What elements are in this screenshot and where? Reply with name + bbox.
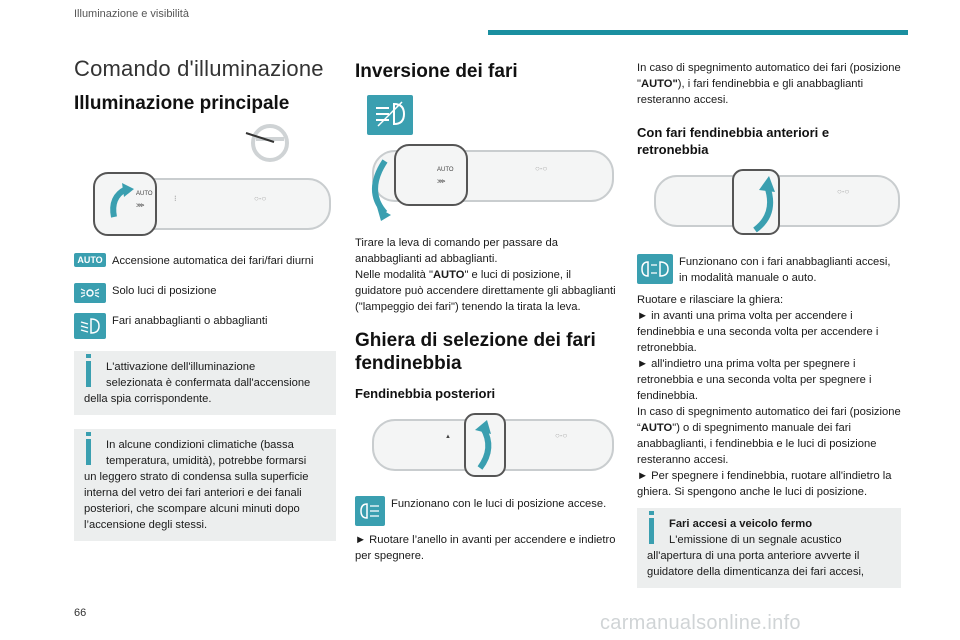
bullet: ► Ruotare l’anello in avanti per accendere e indietro per spegnere. (355, 534, 616, 562)
header-accent-bar (488, 30, 908, 35)
note-text-line: all'apertura di una porta anteriore avverte il guidatore della dimenticanza dei fari accesi, (647, 550, 865, 578)
svg-text:AUTO: AUTO (136, 191, 153, 197)
note-text-line: L'attivazione dell'illuminazione (106, 361, 256, 373)
info-note (74, 351, 336, 415)
note-text-line: temperatura, umidità), potrebbe formarsi (106, 455, 307, 467)
paragraph-auto-off-2 (637, 404, 901, 468)
svg-text:AUTO: AUTO (437, 167, 454, 173)
note-text-line: In alcune condizioni climatiche (bassa (106, 439, 294, 451)
item-text: Accensione automatica dei fari/fari diurni (112, 255, 314, 267)
section-title-main-lighting: Illuminazione principale (74, 93, 290, 114)
info-note (74, 429, 336, 541)
svg-text:○-○: ○-○ (555, 431, 568, 440)
bullet: ► Per spegnere i fendinebbia, ruotare all'indietro la ghiera. Si spengono anche le luci di posizione. (637, 470, 892, 498)
list-item (355, 496, 617, 526)
footer-watermark: carmanualsonline.info (600, 612, 801, 634)
note-text-line: selezionata è confermata dall'accensione (106, 377, 311, 389)
svg-text:○-○: ○-○ (837, 187, 850, 196)
svg-text:○-○: ○-○ (535, 164, 548, 173)
text-fragment: In caso di spegnimento automatico dei fari (posizione " (637, 62, 901, 90)
note-text-line: L'emissione di un segnale acustico (669, 534, 842, 546)
section-title-headlight-switch: Inversione dei fari (355, 61, 518, 82)
info-icon (86, 439, 91, 465)
rear-fog-stalk-figure (355, 408, 617, 486)
subsection-front-rear-fog: Con fari fendinebbia anteriori e retronebbia (637, 125, 830, 157)
front-rear-fog-icon (637, 254, 673, 284)
svg-text:⋙: ⋙ (136, 203, 145, 209)
position-lights-icon (74, 283, 106, 303)
note-text-line: della spia corrispondente. (84, 393, 212, 405)
svg-text:▲: ▲ (445, 434, 451, 440)
column-1 (74, 52, 336, 551)
text-fragment: " e luci di posizione, il guidatore può accendere direttamente gli abbaglianti ("lampeggio dei fari") tenendo la tirata la leva. (355, 269, 616, 313)
text-fragment: ), i fari fendinebbia e gli anabbaglianti resteranno accesi. (637, 78, 864, 106)
paragraph-auto (355, 267, 617, 315)
text-fragment: ") o di spegnimento manuale dei fari anabbaglianti, i fendinebbia e le luci di posizione resteranno accesi. (637, 422, 877, 466)
steering-wheel-icon (74, 123, 336, 163)
front-fog-stalk-illustration (637, 164, 901, 244)
bullet: ► all'indietro una prima volta per spegnere i retronebbia e una seconda volta per spegnere i fendinebbia. (637, 358, 872, 402)
text-fragment: In caso di spegnimento automatico dei fari (posizione “ (637, 406, 901, 434)
column-2 (355, 52, 617, 564)
item-text: Funzionano con i fari anabbaglianti accesi, in modalità manuale o auto. (679, 256, 891, 284)
note-text-line: un leggero strato di condensa sulla superficie interna del vetro dei fari anteriori e dei fanali posteriori, che scompare alcuni minuti dopo l’accensione degli stessi. (84, 471, 309, 531)
page-number: 66 (74, 607, 87, 619)
list-item (637, 254, 901, 286)
auto-icon: AUTO (74, 253, 106, 267)
list-item (74, 313, 336, 339)
item-text: Funzionano con le luci di posizione accese. (391, 498, 607, 510)
svg-text:○-○: ○-○ (254, 194, 267, 203)
lighting-stalk-illustration (74, 167, 336, 243)
info-icon (649, 518, 654, 544)
item-text: Solo luci di posizione (112, 285, 217, 297)
headlights-icon (74, 313, 106, 339)
column-3 (637, 52, 901, 598)
paragraph: Tirare la leva di comando per passare da anabbaglianti ad abbaglianti. (355, 237, 558, 265)
headlight-stalk-figure (355, 141, 617, 221)
section-title-fog-selector: Ghiera di selezione dei fari fendinebbia (355, 330, 596, 374)
high-beam-icon (367, 95, 413, 135)
section-header: Illuminazione e visibilità (74, 8, 189, 20)
note-title: Fari accesi a veicolo fermo (669, 518, 813, 530)
bullet: ► in avanti una prima volta per accendere i fendinebbia e una seconda volta per accendere i retronebbia. (637, 310, 879, 354)
headlight-stalk-illustration (355, 141, 617, 221)
instruction-line: Ruotare e rilasciare la ghiera: (637, 294, 784, 306)
front-fog-stalk-figure (637, 164, 901, 244)
lighting-stalk-figure (74, 167, 336, 243)
page-title: Comando d'illuminazione (74, 56, 324, 81)
item-text: Fari anabbaglianti o abbaglianti (112, 315, 268, 327)
text-fragment: Nelle modalità " (355, 269, 433, 281)
list-item (74, 283, 336, 303)
svg-text:⁝: ⁝ (174, 194, 177, 203)
svg-text:⋙: ⋙ (437, 179, 446, 185)
list-item (74, 253, 336, 269)
info-icon (86, 361, 91, 387)
text-bold: AUTO" (640, 78, 678, 90)
subsection-rear-fog: Fendinebbia posteriori (355, 386, 496, 401)
text-bold: AUTO (640, 422, 673, 434)
info-note (637, 508, 901, 588)
text-bold: AUTO (432, 269, 465, 281)
rear-fog-stalk-illustration (355, 408, 617, 486)
paragraph-auto-off (637, 60, 901, 108)
rear-fog-icon (355, 496, 385, 526)
steering-wheel-figure (74, 123, 336, 163)
